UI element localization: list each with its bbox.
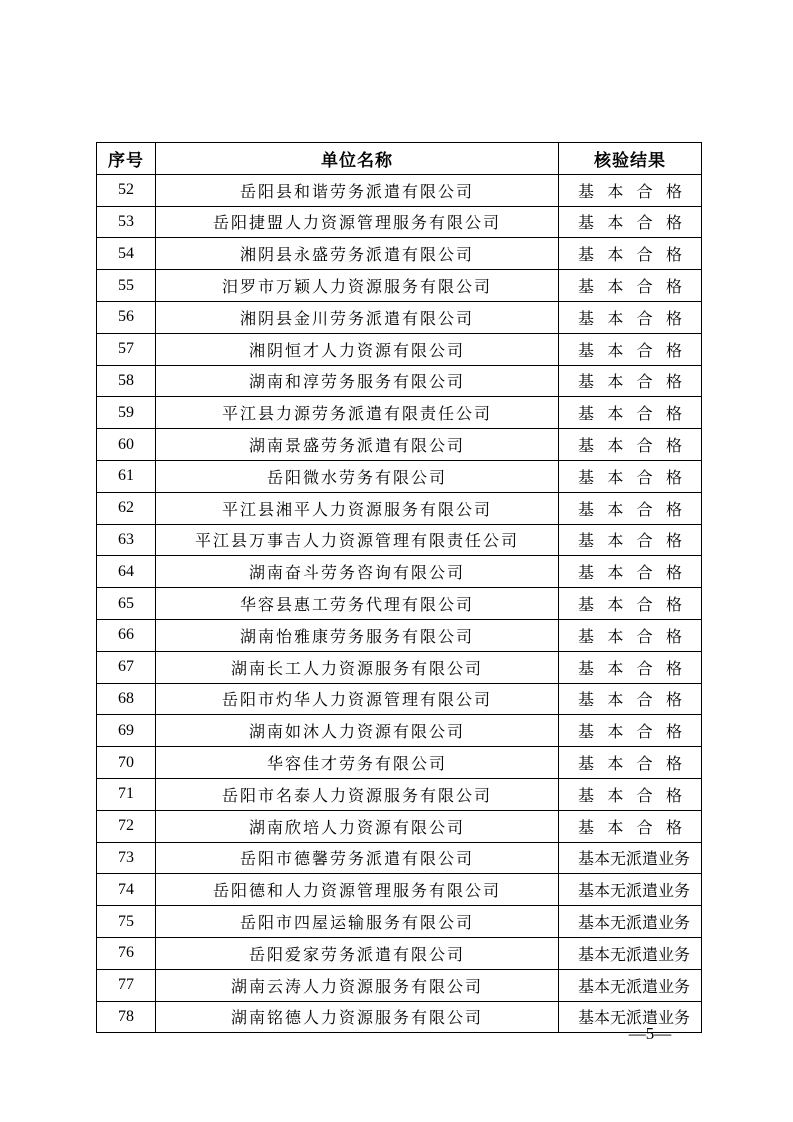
row-company-name: 汨罗市万颖人力资源服务有限公司 <box>156 270 559 302</box>
row-serial-number: 52 <box>97 174 156 206</box>
row-company-name: 岳阳微水劳务有限公司 <box>156 460 559 492</box>
row-company-name: 岳阳县和谐劳务派遣有限公司 <box>156 174 559 206</box>
row-verification-result: 基本合格 <box>559 397 702 429</box>
row-serial-number: 55 <box>97 270 156 302</box>
row-verification-result: 基本合格 <box>559 365 702 397</box>
column-header-verification-result: 核验结果 <box>559 143 702 175</box>
table-row <box>97 778 702 810</box>
row-company-name: 湖南长工人力资源服务有限公司 <box>156 651 559 683</box>
row-verification-result: 基本合格 <box>559 683 702 715</box>
row-verification-result: 基本合格 <box>559 238 702 270</box>
row-verification-result: 基本合格 <box>559 747 702 779</box>
column-header-index: 序号 <box>97 143 156 175</box>
row-verification-result: 基本合格 <box>559 333 702 365</box>
row-verification-result: 基本合格 <box>559 174 702 206</box>
row-company-name: 湖南云涛人力资源服务有限公司 <box>156 969 559 1001</box>
table-row <box>97 397 702 429</box>
row-company-name: 湖南如沐人力资源有限公司 <box>156 715 559 747</box>
row-company-name: 华容佳才劳务有限公司 <box>156 747 559 779</box>
row-company-name: 湘阴县永盛劳务派遣有限公司 <box>156 238 559 270</box>
row-verification-result: 基本无派遣业务 <box>559 1001 702 1033</box>
row-verification-result: 基本无派遣业务 <box>559 906 702 938</box>
table-row <box>97 715 702 747</box>
row-company-name: 平江县万事吉人力资源管理有限责任公司 <box>156 524 559 556</box>
row-serial-number: 63 <box>97 524 156 556</box>
table-row <box>97 365 702 397</box>
row-company-name: 湘阴县金川劳务派遣有限公司 <box>156 301 559 333</box>
row-serial-number: 54 <box>97 238 156 270</box>
row-company-name: 湖南欣培人力资源有限公司 <box>156 810 559 842</box>
row-company-name: 湖南铭德人力资源服务有限公司 <box>156 1001 559 1033</box>
table-row <box>97 301 702 333</box>
row-serial-number: 53 <box>97 206 156 238</box>
row-serial-number: 68 <box>97 683 156 715</box>
row-verification-result: 基本合格 <box>559 270 702 302</box>
row-verification-result: 基本无派遣业务 <box>559 969 702 1001</box>
table-body <box>97 174 702 1033</box>
row-verification-result: 基本合格 <box>559 301 702 333</box>
row-company-name: 岳阳市名泰人力资源服务有限公司 <box>156 778 559 810</box>
row-company-name: 湖南奋斗劳务咨询有限公司 <box>156 556 559 588</box>
row-company-name: 平江县力源劳务派遣有限责任公司 <box>156 397 559 429</box>
row-verification-result: 基本合格 <box>559 810 702 842</box>
row-serial-number: 65 <box>97 588 156 620</box>
row-serial-number: 56 <box>97 301 156 333</box>
row-serial-number: 61 <box>97 460 156 492</box>
table-row <box>97 460 702 492</box>
row-serial-number: 66 <box>97 619 156 651</box>
table-header-row <box>97 143 702 175</box>
row-verification-result: 基本合格 <box>559 651 702 683</box>
row-serial-number: 75 <box>97 906 156 938</box>
row-verification-result: 基本合格 <box>559 429 702 461</box>
table-row <box>97 333 702 365</box>
row-verification-result: 基本合格 <box>559 206 702 238</box>
row-serial-number: 71 <box>97 778 156 810</box>
row-serial-number: 64 <box>97 556 156 588</box>
row-serial-number: 60 <box>97 429 156 461</box>
verification-results-table <box>96 142 702 1033</box>
table-row <box>97 524 702 556</box>
table-row <box>97 747 702 779</box>
table-row <box>97 874 702 906</box>
row-serial-number: 67 <box>97 651 156 683</box>
row-verification-result: 基本合格 <box>559 460 702 492</box>
row-company-name: 岳阳爱家劳务派遣有限公司 <box>156 937 559 969</box>
row-verification-result: 基本合格 <box>559 556 702 588</box>
row-serial-number: 59 <box>97 397 156 429</box>
table-row <box>97 206 702 238</box>
table-row <box>97 651 702 683</box>
row-serial-number: 70 <box>97 747 156 779</box>
row-serial-number: 77 <box>97 969 156 1001</box>
row-serial-number: 69 <box>97 715 156 747</box>
table-row <box>97 969 702 1001</box>
row-serial-number: 73 <box>97 842 156 874</box>
row-verification-result: 基本合格 <box>559 778 702 810</box>
table-row <box>97 429 702 461</box>
row-serial-number: 62 <box>97 492 156 524</box>
row-company-name: 岳阳市灼华人力资源管理有限公司 <box>156 683 559 715</box>
row-serial-number: 72 <box>97 810 156 842</box>
row-verification-result: 基本无派遣业务 <box>559 842 702 874</box>
row-serial-number: 58 <box>97 365 156 397</box>
table-row <box>97 810 702 842</box>
row-verification-result: 基本合格 <box>559 619 702 651</box>
page-number: —5— <box>628 1024 672 1043</box>
row-verification-result: 基本合格 <box>559 524 702 556</box>
table-header <box>97 143 702 175</box>
table-row <box>97 619 702 651</box>
row-company-name: 岳阳市德馨劳务派遣有限公司 <box>156 842 559 874</box>
table-row <box>97 937 702 969</box>
row-company-name: 湖南景盛劳务派遣有限公司 <box>156 429 559 461</box>
column-header-unit-name: 单位名称 <box>156 143 559 175</box>
table-row <box>97 174 702 206</box>
row-company-name: 华容县惠工劳务代理有限公司 <box>156 588 559 620</box>
table-row <box>97 270 702 302</box>
table-row <box>97 906 702 938</box>
row-verification-result: 基本无派遣业务 <box>559 874 702 906</box>
row-verification-result: 基本合格 <box>559 715 702 747</box>
row-verification-result: 基本无派遣业务 <box>559 937 702 969</box>
row-company-name: 岳阳市四屋运输服务有限公司 <box>156 906 559 938</box>
row-company-name: 平江县湘平人力资源服务有限公司 <box>156 492 559 524</box>
row-serial-number: 57 <box>97 333 156 365</box>
table-row <box>97 842 702 874</box>
row-company-name: 湘阴恒才人力资源有限公司 <box>156 333 559 365</box>
row-company-name: 岳阳德和人力资源管理服务有限公司 <box>156 874 559 906</box>
row-serial-number: 74 <box>97 874 156 906</box>
row-company-name: 湖南和淳劳务服务有限公司 <box>156 365 559 397</box>
row-verification-result: 基本合格 <box>559 588 702 620</box>
table-row <box>97 556 702 588</box>
row-serial-number: 76 <box>97 937 156 969</box>
table-row <box>97 492 702 524</box>
row-company-name: 湖南怡雅康劳务服务有限公司 <box>156 619 559 651</box>
row-company-name: 岳阳捷盟人力资源管理服务有限公司 <box>156 206 559 238</box>
table-row <box>97 238 702 270</box>
table-row <box>97 588 702 620</box>
row-verification-result: 基本合格 <box>559 492 702 524</box>
row-serial-number: 78 <box>97 1001 156 1033</box>
table-row <box>97 683 702 715</box>
